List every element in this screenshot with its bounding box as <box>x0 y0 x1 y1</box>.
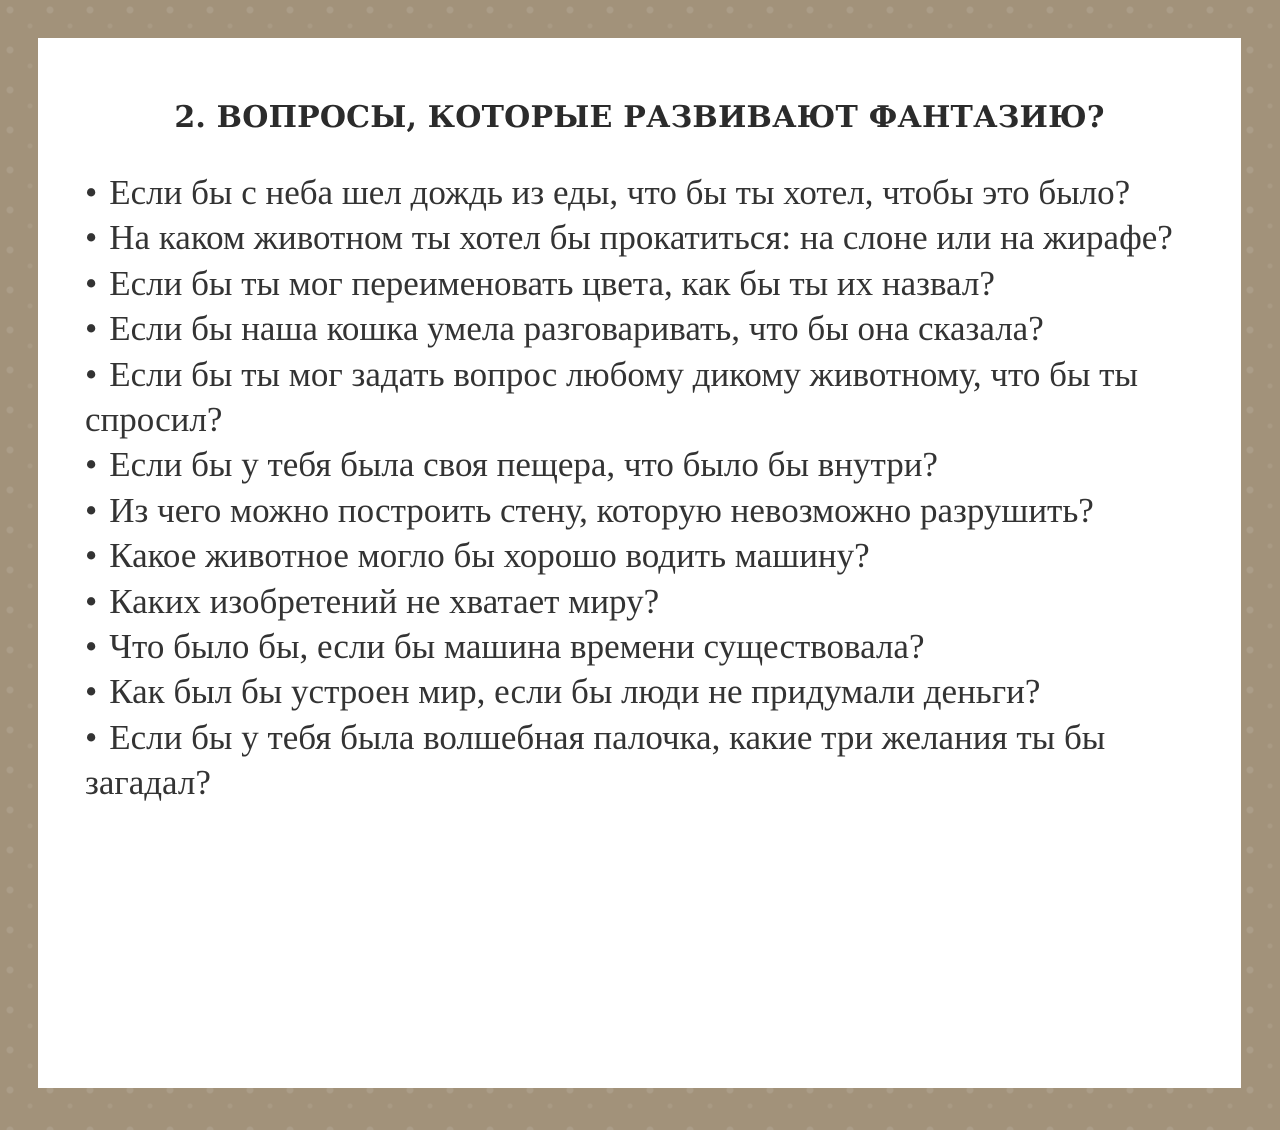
bullet-icon: • <box>85 354 98 394</box>
question-text: Если бы с неба шел дождь из еды, что бы ты хотел, чтобы это было? <box>109 173 1131 212</box>
bullet-icon: • <box>85 672 98 712</box>
bullet-icon: • <box>85 218 98 258</box>
bullet-icon: • <box>85 173 98 212</box>
list-item <box>85 261 1195 306</box>
question-text: Если бы у тебя была своя пещера, что было бы внутри? <box>109 445 938 485</box>
list-item <box>85 215 1195 260</box>
list-item <box>85 442 1195 487</box>
question-text: Если бы у тебя была волшебная палочка, какие три желания ты бы загадал? <box>85 717 1106 803</box>
question-text: Если бы ты мог задать вопрос любому дикому животному, что бы ты спросил? <box>85 354 1138 440</box>
bullet-icon: • <box>85 717 98 757</box>
question-text: Из чего можно построить стену, которую невозможно разрушить? <box>109 490 1094 530</box>
list-item <box>85 170 1195 215</box>
question-text: Как был бы устроен мир, если бы люди не придумали деньги? <box>109 672 1041 712</box>
list-item <box>85 669 1195 714</box>
list-item <box>85 352 1195 443</box>
bullet-icon: • <box>85 309 98 349</box>
question-text: На каком животном ты хотел бы прокатиться: на слоне или на жирафе? <box>109 218 1173 258</box>
list-item <box>85 533 1195 578</box>
question-text: Какое животное могло бы хорошо водить машину? <box>109 536 870 576</box>
question-card <box>38 38 1241 1088</box>
bullet-icon: • <box>85 536 98 576</box>
list-item <box>85 624 1195 669</box>
card-title: 2. ВОПРОСЫ, КОТОРЫЕ РАЗВИВАЮТ ФАНТАЗИЮ? <box>174 100 1105 135</box>
bullet-icon: • <box>85 581 98 621</box>
bullet-icon: • <box>85 445 98 485</box>
bullet-icon: • <box>85 627 98 667</box>
question-text: Что было бы, если бы машина времени существовала? <box>109 627 925 667</box>
list-item <box>85 579 1195 624</box>
bullet-icon: • <box>85 263 98 303</box>
question-text: Каких изобретений не хватает миру? <box>109 581 660 621</box>
question-text: Если бы наша кошка умела разговаривать, что бы она сказала? <box>109 309 1044 349</box>
question-text: Если бы ты мог переименовать цвета, как бы ты их назвал? <box>109 263 995 303</box>
question-list <box>85 170 1195 806</box>
list-item <box>85 715 1195 806</box>
bullet-icon: • <box>85 490 98 530</box>
list-item <box>85 488 1195 533</box>
list-item <box>85 306 1195 351</box>
